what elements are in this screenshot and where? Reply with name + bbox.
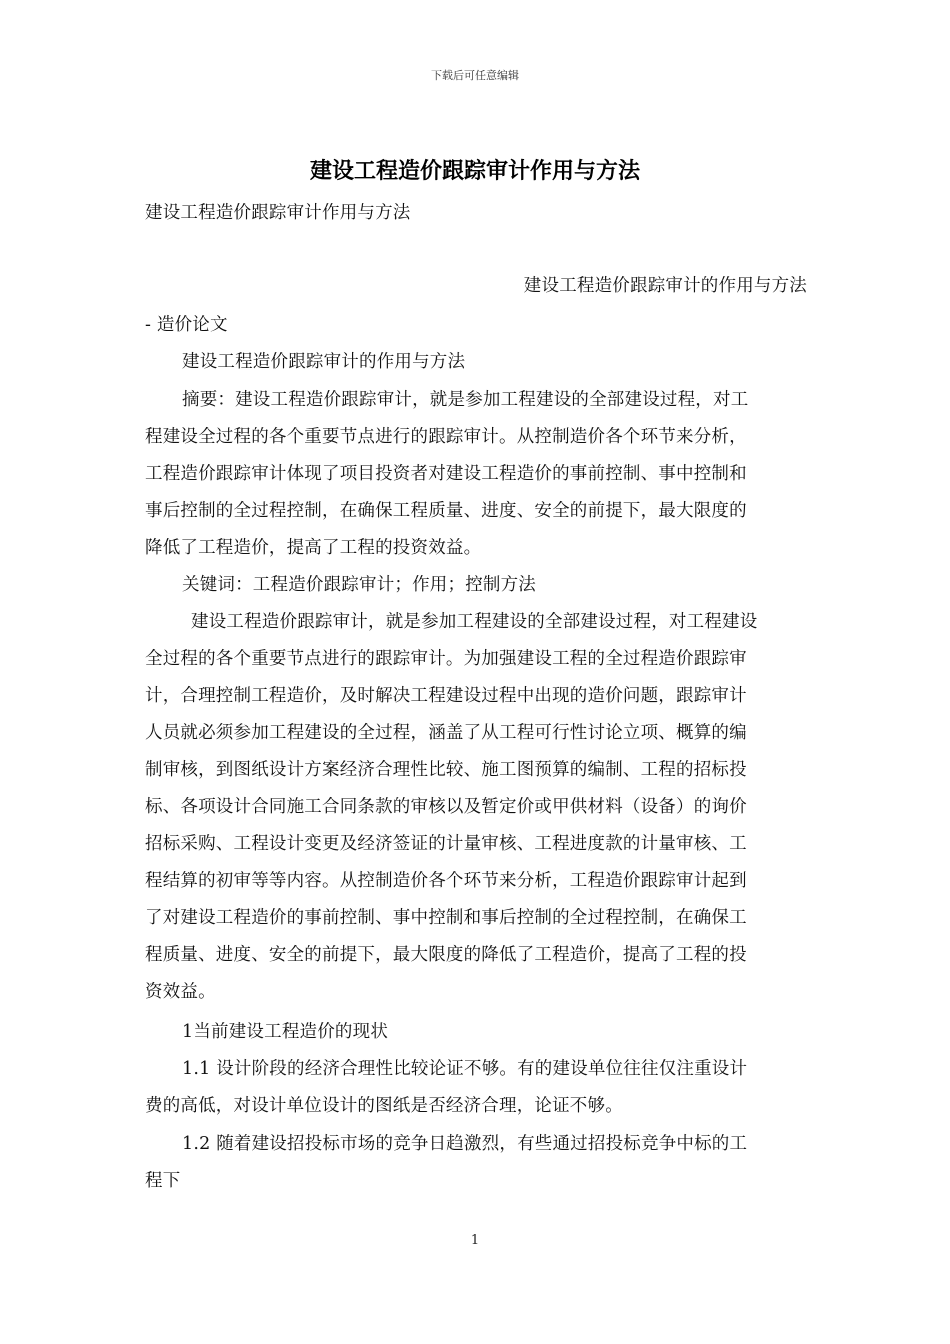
body-line: 了对建设工程造价的事前控制、事中控制和事后控制的全过程控制，在确保工 xyxy=(145,908,747,928)
body-line: 计，合理控制工程造价，及时解决工程建设过程中出现的造价问题，跟踪审计 xyxy=(145,686,747,706)
body-line: 建设工程造价跟踪审计，就是参加工程建设的全部建设过程，对工程建设 xyxy=(191,612,758,632)
header-note: 下载后可任意编辑 xyxy=(431,69,519,82)
body-line: 招标采购、工程设计变更及经济签证的计量审核、工程进度款的计量审核、工 xyxy=(145,834,747,854)
section-heading: 1当前建设工程造价的现状 xyxy=(182,1022,389,1042)
subtitle-line: 建设工程造价跟踪审计作用与方法 xyxy=(145,203,411,223)
document-title: 建设工程造价跟踪审计作用与方法 xyxy=(309,159,640,184)
body-line: 程质量、进度、安全的前提下，最大限度的降低了工程造价，提高了工程的投 xyxy=(145,945,747,965)
body-line: 1.2 随着建设招投标市场的竞争日趋激烈，有些通过招投标竞争中标的工 xyxy=(182,1134,748,1154)
body-line: 1.1 设计阶段的经济合理性比较论证不够。有的建设单位往往仅注重设计 xyxy=(182,1059,748,1079)
body-line: 全过程的各个重要节点进行的跟踪审计。为加强建设工程的全过程造价跟踪审 xyxy=(145,649,747,669)
abstract-line: 工程造价跟踪审计体现了项目投资者对建设工程造价的事前控制、事中控制和 xyxy=(145,464,747,484)
body-line: 程结算的初审等等内容。从控制造价各个环节来分析，工程造价跟踪审计起到 xyxy=(145,871,747,891)
article-heading: 建设工程造价跟踪审计的作用与方法 xyxy=(523,276,807,296)
abstract-line: 事后控制的全过程控制，在确保工程质量、进度、安全的前提下，最大限度的 xyxy=(145,501,747,521)
section-title: 建设工程造价跟踪审计的作用与方法 xyxy=(182,352,466,372)
body-line: 费的高低，对设计单位设计的图纸是否经济合理，论证不够。 xyxy=(145,1096,623,1116)
body-line: 制审核，到图纸设计方案经济合理性比较、施工图预算的编制、工程的招标投 xyxy=(145,760,747,780)
body-line: 人员就必须参加工程建设的全过程，涵盖了从工程可行性讨论立项、概算的编 xyxy=(145,723,747,743)
keywords-line: 关键词：工程造价跟踪审计；作用；控制方法 xyxy=(182,575,536,595)
category-line: - 造价论文 xyxy=(145,315,228,335)
abstract-line: 程建设全过程的各个重要节点进行的跟踪审计。从控制造价各个环节来分析， xyxy=(145,427,747,447)
body-line: 程下 xyxy=(145,1171,181,1191)
body-line: 资效益。 xyxy=(145,982,216,1002)
body-line: 标、各项设计合同施工合同条款的审核以及暂定价或甲供材料（设备）的询价 xyxy=(145,797,747,817)
abstract-line: 摘要：建设工程造价跟踪审计，就是参加工程建设的全部建设过程，对工 xyxy=(182,390,749,410)
abstract-line: 降低了工程造价，提高了工程的投资效益。 xyxy=(145,538,482,558)
page-number: 1 xyxy=(470,1233,480,1248)
